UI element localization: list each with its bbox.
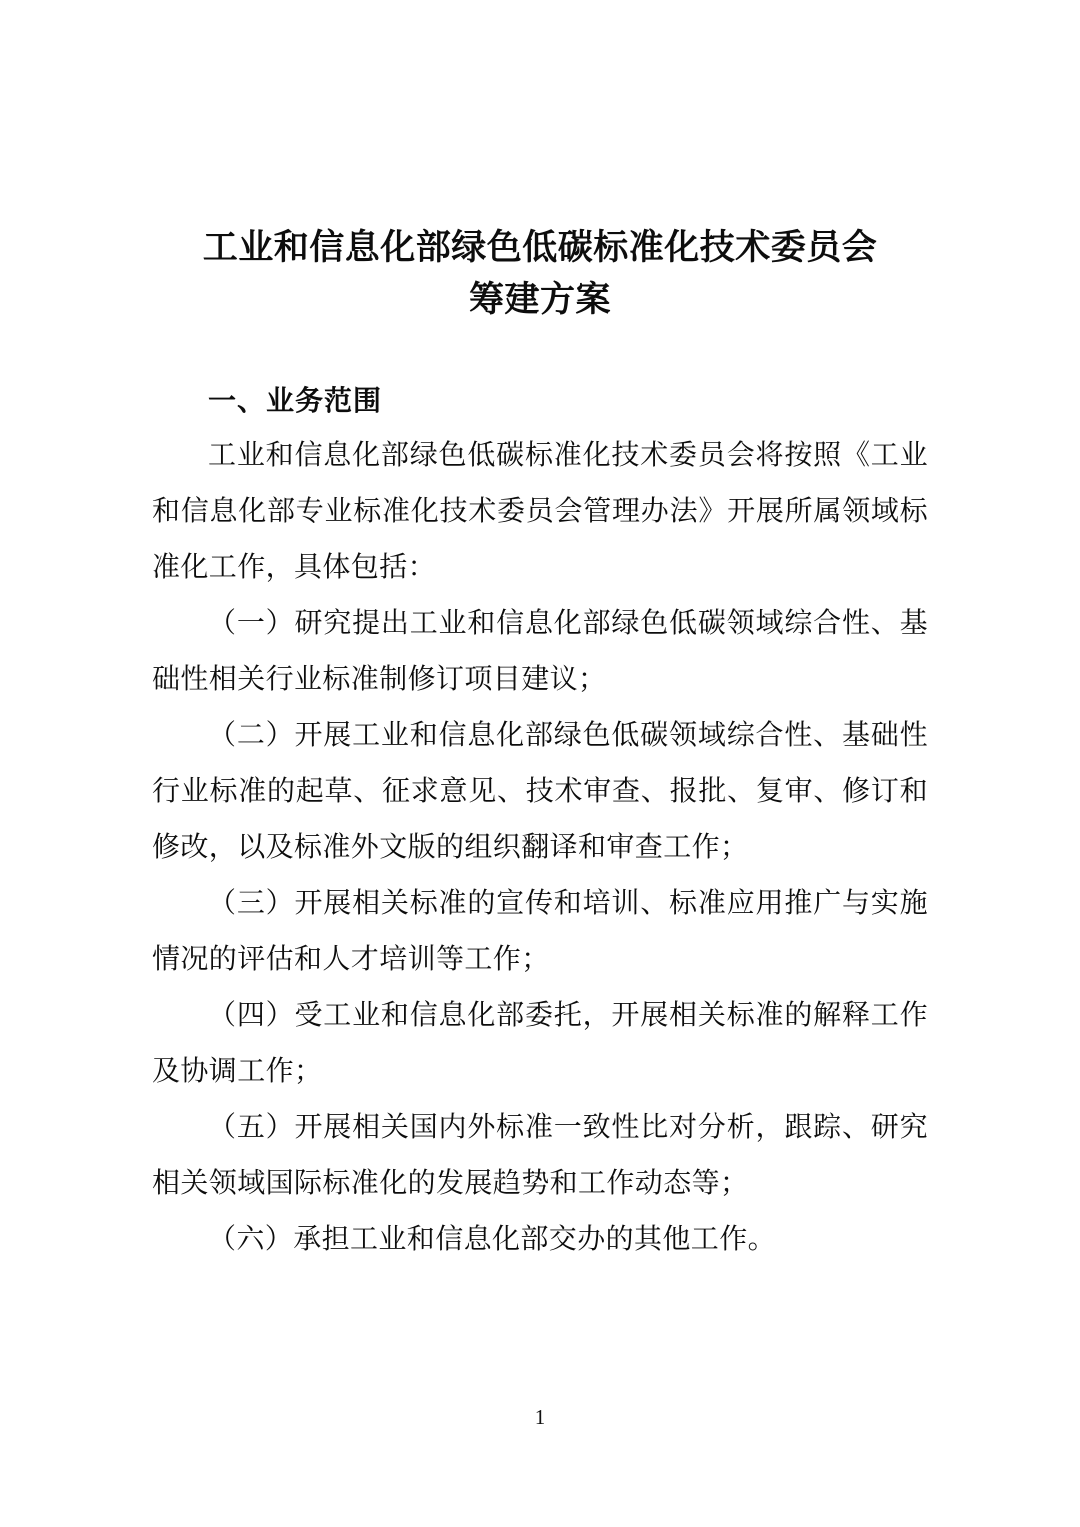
document-body <box>152 222 928 1268</box>
paragraph-item-3: （三）开展相关标准的宣传和培训、标准应用推广与实施情况的评估和人才培训等工作； <box>152 888 928 975</box>
section-heading-business-scope: 一、业务范围 <box>208 386 383 417</box>
page-title-line-1: 工业和信息化部绿色低碳标准化技术委员会 <box>202 228 878 267</box>
paragraph-item-1: （一）研究提出工业和信息化部绿色低碳领域综合性、基础性相关行业标准制修订项目建议； <box>152 608 928 695</box>
page-title-line-2: 筹建方案 <box>468 280 611 319</box>
paragraph-item-5: （五）开展相关国内外标准一致性比对分析，跟踪、研究相关领域国际标准化的发展趋势和工作动态等； <box>152 1112 928 1199</box>
paragraph-item-2: （二）开展工业和信息化部绿色低碳领域综合性、基础性行业标准的起草、征求意见、技术审查、报批、复审、修订和修改，以及标准外文版的组织翻译和审查工作； <box>152 720 928 863</box>
paragraph-item-4: （四）受工业和信息化部委托，开展相关标准的解释工作及协调工作； <box>152 1000 928 1087</box>
page-title <box>152 222 928 326</box>
paragraph-item-6: （六）承担工业和信息化部交办的其他工作。 <box>208 1224 777 1255</box>
page-number: 1 <box>534 1405 546 1429</box>
paragraph-intro: 工业和信息化部绿色低碳标准化技术委员会将按照《工业和信息化部专业标准化技术委员会管理办法》开展所属领域标准化工作，具体包括： <box>152 440 928 583</box>
